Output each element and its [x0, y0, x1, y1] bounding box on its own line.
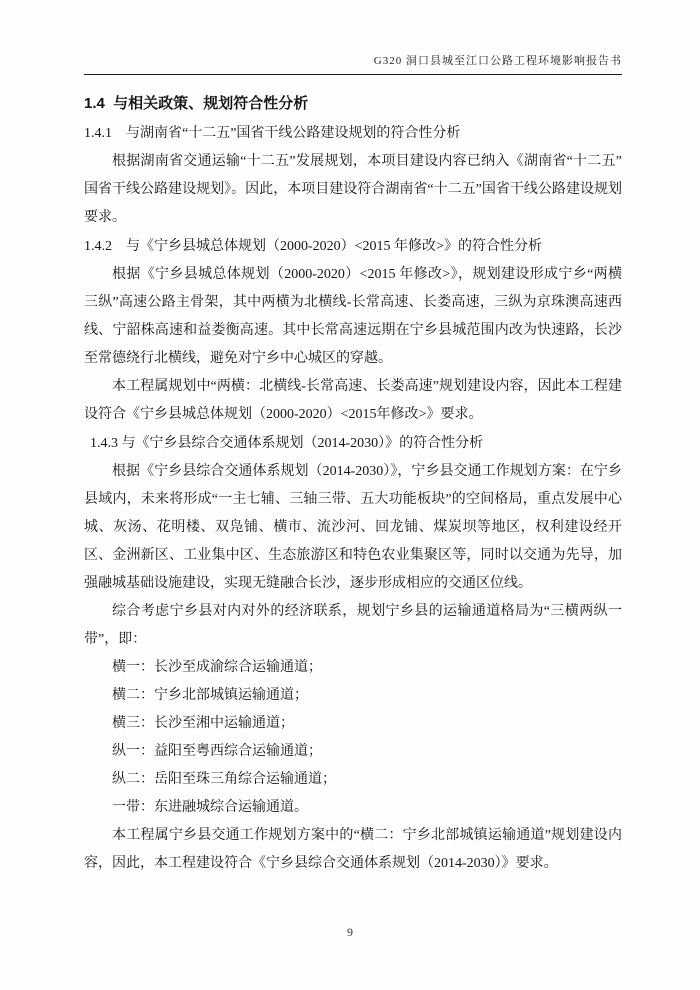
sub-heading-1-4-3: 1.4.3 与《宁乡县综合交通体系规划（2014-2030）》的符合性分析 — [90, 436, 484, 451]
paragraph-1-4-1-p1: 根据湖南省交通运输“十二五”发展规划，本项目建设内容已纳入《湖南省“十二五”国省干线公路建设规划》。因此，本项目建设符合湖南省“十二五”国省干线公路建设规划要求。 — [84, 154, 622, 225]
sub-heading-1-4-1: 1.4.1 与湖南省“十二五”国省干线公路建设规划的符合性分析 — [84, 126, 461, 141]
header-rule — [84, 74, 622, 75]
corridor-item-heng1: 横一：长沙至成渝综合运输通道； — [112, 660, 322, 675]
corridor-item-zong2: 纵二：岳阳至珠三角综合运输通道； — [112, 772, 336, 787]
page-header-title: G320 洞口县城至江口公路工程环境影响报告书 — [373, 55, 622, 67]
paragraph-1-4-3-p1: 根据《宁乡县综合交通体系规划（2014-2030）》，宁乡县交通工作规划方案：在宁乡县域内，未来将形成“一主七辅、三轴三带、五大功能板块”的空间格局，重点发展中心城、灰汤、花明楼、双凫铺、横市、流沙河、回龙铺、煤炭坝等地区，权利建设经开区、金洲新区、工业集中区、生态旅游区和特色农业集聚区等，同时以交通为先导，加强融城基础设施建设，实现无缝融合长沙，逐步形成相应的交通区位线。 — [84, 464, 622, 591]
sub-heading-1-4-2: 1.4.2 与《宁乡县城总体规划（2000-2020）<2015 年修改>》的符合性分析 — [84, 239, 542, 254]
corridor-item-heng2: 横二：宁乡北部城镇运输通道； — [112, 688, 308, 703]
corridor-list — [84, 654, 622, 822]
section-heading-1-4: 1.4 与相关政策、规划符合性分析 — [84, 95, 309, 112]
paragraph-1-4-3-p3: 本工程属宁乡县交通工作规划方案中的“横二：宁乡北部城镇运输通道”规划建设内容，因此，本工程建设符合《宁乡县综合交通体系规划（2014-2030）》要求。 — [84, 828, 622, 871]
paragraph-1-4-2-p2: 本工程属规划中“两横：北横线-长常高速、长娄高速”规划建设内容，因此本工程建设符合《宁乡县城总体规划（2000-2020）<2015年修改>》要求。 — [84, 379, 622, 422]
corridor-item-heng3: 横三：长沙至湘中运输通道； — [112, 716, 294, 731]
corridor-item-yidai: 一带：东进融城综合运输通道。 — [112, 800, 308, 815]
page-number: 9 — [347, 925, 353, 939]
paragraph-1-4-3-p2: 综合考虑宁乡县对内对外的经济联系，规划宁乡县的运输通道格局为“三横两纵一带”，即： — [84, 604, 622, 647]
paragraph-1-4-2-p1: 根据《宁乡县城总体规划（2000-2020）<2015 年修改>》，规划建设形成宁乡“两横三纵”高速公路主骨架，其中两横为北横线-长常高速、长娄高速，三纵为京珠澳高速西线、宁韶株高速和益娄衡高速。其中长常高速远期在宁乡县城范围内改为快速路，长沙至常德绕行北横线，避免对宁乡中心城区的穿越。 — [84, 267, 622, 366]
corridor-item-zong1: 纵一：益阳至粤西综合运输通道； — [112, 744, 322, 759]
